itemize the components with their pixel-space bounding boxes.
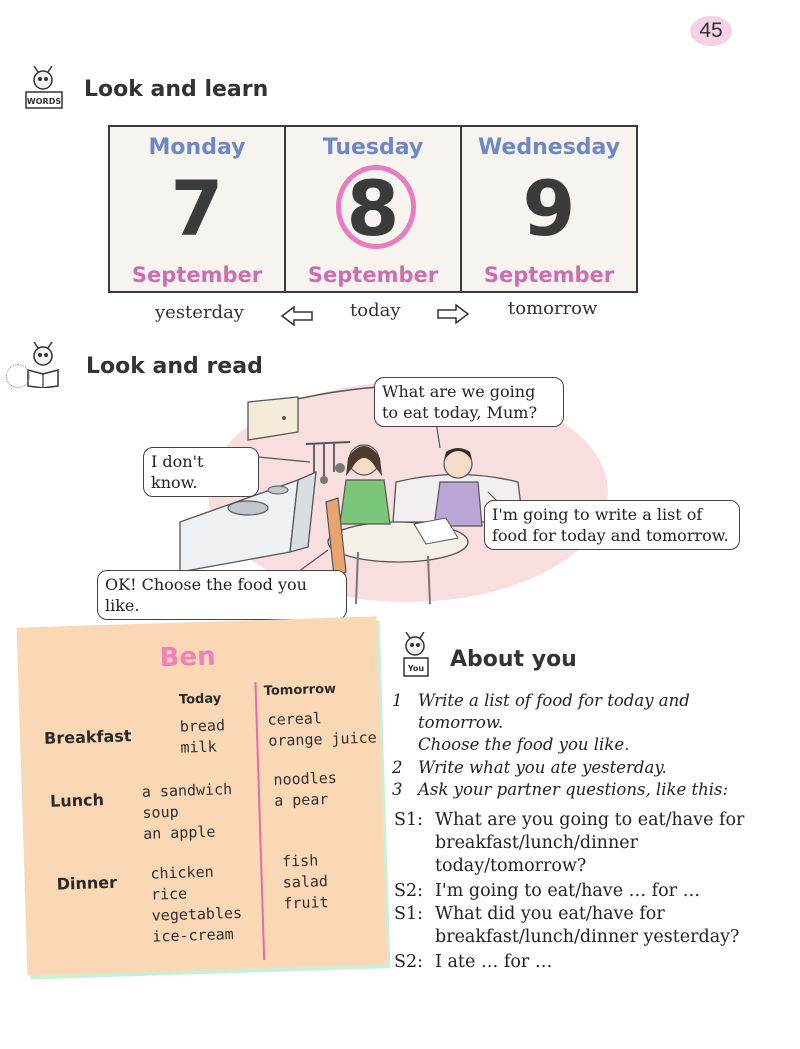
calendar-month: September bbox=[307, 263, 439, 287]
food-item: a pear bbox=[273, 790, 329, 810]
dialogue-line: What did you eat/have for breakfast/lunch/dinner yesterday? bbox=[435, 904, 740, 947]
card-divider-line bbox=[254, 682, 265, 960]
dinner-today-list bbox=[150, 861, 243, 948]
dialogue-speaker: S1: bbox=[394, 810, 424, 830]
margin-circle-decoration bbox=[6, 364, 30, 388]
instruction-1-text: Write a list of food for today and tomorrow. bbox=[418, 691, 690, 732]
food-item: a sandwich bbox=[141, 780, 233, 801]
column-header-tomorrow: Tomorrow bbox=[263, 681, 337, 700]
food-item: bread bbox=[179, 716, 226, 736]
dialogue-line: I'm going to eat/have … for … bbox=[435, 881, 701, 901]
food-item: fruit bbox=[283, 893, 329, 913]
lunch-tomorrow-list bbox=[273, 768, 338, 812]
food-item: fish bbox=[281, 851, 319, 871]
instruction-1-text2: Choose the food you like. bbox=[418, 735, 630, 754]
meal-dinner: Dinner bbox=[56, 872, 118, 894]
dialogue-line: I ate … for … bbox=[435, 952, 553, 972]
lunch-today-list bbox=[142, 779, 234, 845]
food-item: ice-cream bbox=[152, 925, 234, 946]
food-item: noodles bbox=[273, 768, 337, 789]
calendar bbox=[108, 125, 638, 293]
arrow-left-icon bbox=[280, 305, 314, 332]
speech-bubble-ben-question: What are we going to eat today, Mum? bbox=[374, 377, 564, 427]
food-item: vegetables bbox=[151, 903, 243, 925]
words-ant-icon bbox=[24, 66, 64, 110]
calendar-day-tuesday bbox=[286, 127, 462, 291]
speech-bubble-mum-dont-know: I don't know. bbox=[143, 447, 259, 497]
breakfast-tomorrow-list bbox=[267, 707, 377, 752]
words-icon-label: WORDS bbox=[26, 97, 62, 106]
food-item: milk bbox=[180, 737, 217, 757]
meal-breakfast: Breakfast bbox=[43, 726, 132, 748]
you-icon-label: You bbox=[407, 664, 425, 673]
instruction-number: 2 bbox=[392, 758, 403, 777]
instruction-number: 1 bbox=[392, 691, 403, 710]
page-number: 45 bbox=[690, 16, 732, 46]
calendar-weekday: Tuesday bbox=[322, 135, 424, 160]
section-title-about-you: About you bbox=[450, 647, 577, 672]
dialogue-line: What are you going to eat/have for breakfast/lunch/dinner today/tomorrow? bbox=[435, 810, 745, 876]
calendar-date: 7 bbox=[170, 164, 224, 253]
instruction-2-text: Write what you ate yesterday. bbox=[418, 758, 667, 777]
speech-bubble-ben-list: I'm going to write a list of food for today and tomorrow. bbox=[484, 500, 740, 550]
calendar-date: 8 bbox=[346, 164, 400, 253]
you-ant-icon bbox=[396, 632, 436, 676]
reading-ant-icon bbox=[24, 342, 64, 386]
section-title-look-and-read: Look and read bbox=[86, 354, 263, 379]
column-header-today: Today bbox=[178, 691, 222, 708]
calendar-month: September bbox=[483, 263, 615, 287]
dialogue-speaker: S1: bbox=[394, 904, 424, 924]
food-item: chicken bbox=[150, 862, 214, 883]
instruction-number: 3 bbox=[392, 780, 403, 799]
label-yesterday: yesterday bbox=[155, 302, 244, 323]
section-title-look-and-learn: Look and learn bbox=[84, 77, 269, 102]
food-item: soup bbox=[142, 802, 179, 822]
ben-food-list-card bbox=[17, 616, 388, 975]
arrow-right-icon bbox=[436, 303, 470, 330]
calendar-weekday: Wednesday bbox=[477, 135, 621, 160]
calendar-weekday: Monday bbox=[148, 135, 246, 160]
calendar-day-monday bbox=[110, 127, 286, 291]
calendar-date: 9 bbox=[522, 164, 576, 253]
food-item: salad bbox=[282, 872, 329, 892]
calendar-day-wednesday bbox=[462, 127, 636, 291]
food-item: rice bbox=[150, 884, 188, 904]
dinner-tomorrow-list bbox=[282, 850, 329, 914]
dialogue-speaker: S2: bbox=[394, 952, 424, 972]
food-item: an apple bbox=[142, 822, 216, 843]
meal-lunch: Lunch bbox=[49, 790, 105, 811]
instruction-3-text: Ask your partner questions, like this: bbox=[418, 780, 729, 799]
calendar-month: September bbox=[131, 263, 263, 287]
speech-bubble-mum-choose: OK! Choose the food you like. bbox=[97, 570, 347, 620]
breakfast-today-list bbox=[179, 715, 225, 758]
label-today: today bbox=[350, 300, 401, 321]
food-item: cereal bbox=[267, 709, 323, 729]
dialogue-speaker: S2: bbox=[394, 881, 424, 901]
card-name-ben: Ben bbox=[159, 641, 217, 674]
label-tomorrow: tomorrow bbox=[508, 298, 598, 319]
food-item: orange juice bbox=[268, 728, 377, 750]
